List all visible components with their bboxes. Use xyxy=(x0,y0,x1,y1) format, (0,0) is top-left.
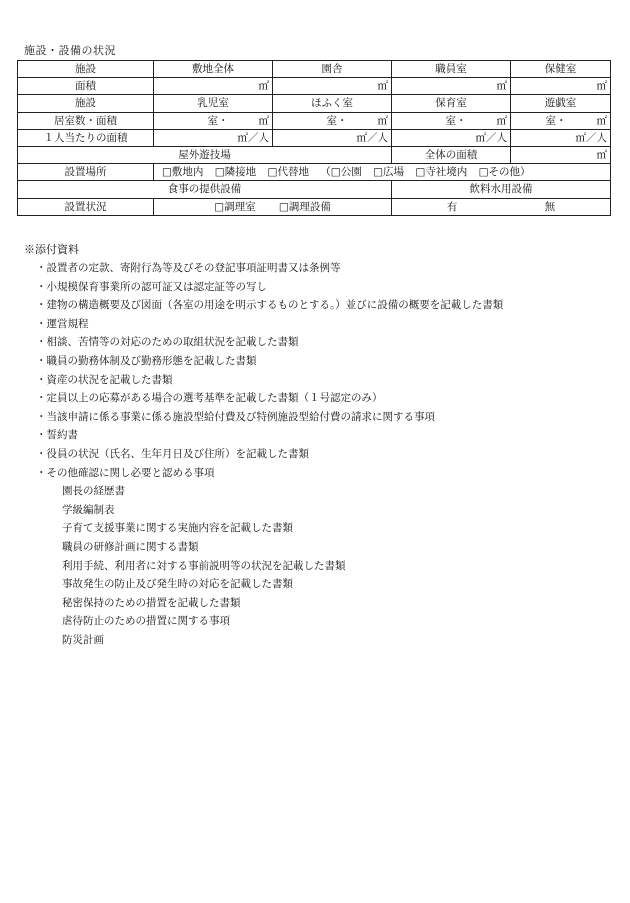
list-item: ・役員の状況（氏名、生年月日及び住所）を記載した書類 xyxy=(36,447,309,460)
rooms-field[interactable]: 室・ ㎡ xyxy=(273,112,392,129)
area-field[interactable]: ㎡ xyxy=(154,78,273,95)
header-cell: 保育室 xyxy=(392,95,511,112)
table-row xyxy=(18,112,611,129)
water-options xyxy=(392,198,611,215)
sub-list-item: 防災計画 xyxy=(62,633,104,646)
checkbox-option[interactable]: □寺社境内 xyxy=(415,166,468,179)
checkbox-option[interactable]: □隣接地 xyxy=(214,166,257,179)
row-label: 設置状況 xyxy=(18,198,154,215)
meal-label: 食事の提供設備 xyxy=(18,181,392,198)
header-cell: 園舎 xyxy=(273,61,392,78)
water-label: 飲料水用設備 xyxy=(392,181,611,198)
rooms-field[interactable]: 室・ ㎡ xyxy=(511,112,611,129)
checkbox-option[interactable]: □調理室 xyxy=(214,200,256,213)
list-item: ・運営規程 xyxy=(36,317,89,330)
header-cell: 施設 xyxy=(18,61,154,78)
header-cell: 敷地全体 xyxy=(154,61,273,78)
table-row xyxy=(18,61,611,78)
checkbox-option[interactable]: □調理設備 xyxy=(278,200,331,213)
water-option-no[interactable]: 無 xyxy=(544,200,556,213)
list-item: ・当該申請に係る事業に係る施設型給付費及び特例施設型給付費の請求に関する事項 xyxy=(36,410,435,423)
location-options xyxy=(154,164,611,181)
area-field[interactable]: ㎡ xyxy=(511,78,611,95)
checkbox-option[interactable]: （□公園 xyxy=(320,166,362,179)
row-label: 設置場所 xyxy=(18,164,154,181)
row-label: １人当たりの面積 xyxy=(18,129,154,146)
sub-list-item: 子育て支援事業に関する実施内容を記載した書類 xyxy=(62,522,293,535)
table-row xyxy=(18,78,611,95)
list-item: ・設置者の定款、寄附行為等及びその登記事項証明書又は条例等 xyxy=(36,262,341,274)
section-title: 施設・設備の状況 xyxy=(24,44,116,57)
list-item: ・職員の勤務体制及び勤務形態を記載した書類 xyxy=(36,354,257,367)
table-row xyxy=(18,129,611,146)
list-item: ・定員以上の応募がある場合の選考基準を記載した書類（１号認定のみ） xyxy=(36,392,383,405)
list-item: ・相談、苦情等の対応のための取組状況を記載した書類 xyxy=(36,336,299,349)
sub-list-item: 秘密保持のための措置を記載した書類 xyxy=(62,596,241,609)
water-option-yes[interactable]: 有 xyxy=(446,200,458,213)
header-cell: 遊戯室 xyxy=(511,95,611,112)
table-row xyxy=(18,164,611,181)
rooms-field[interactable]: 室・ ㎡ xyxy=(392,112,511,129)
table-row xyxy=(18,95,611,112)
sub-list-item: 職員の研修計画に関する書類 xyxy=(62,540,199,553)
checkbox-option[interactable]: □代替地 xyxy=(267,166,309,179)
per-person-field[interactable]: ㎡／人 xyxy=(511,129,611,146)
attachment-heading: ※添付資料 xyxy=(24,243,79,256)
area-field[interactable]: ㎡ xyxy=(273,78,392,95)
row-label: 面積 xyxy=(18,78,154,95)
header-cell: 施設 xyxy=(18,95,154,112)
sub-list-item: 園長の経歴書 xyxy=(62,485,125,498)
attachment-list xyxy=(24,241,614,649)
checkbox-option[interactable]: □広場 xyxy=(373,166,404,179)
table-row xyxy=(18,181,611,198)
area-field[interactable]: ㎡ xyxy=(392,78,511,95)
header-cell: 乳児室 xyxy=(154,95,273,112)
per-person-field[interactable]: ㎡／人 xyxy=(273,129,392,146)
facility-table xyxy=(17,60,611,216)
rooms-field[interactable]: 室・ ㎡ xyxy=(154,112,273,129)
total-area-field[interactable]: ㎡ xyxy=(511,146,611,163)
list-item: ・資産の状況を記載した書類 xyxy=(36,373,173,386)
per-person-field[interactable]: ㎡／人 xyxy=(392,129,511,146)
sub-list-item: 虐待防止のための措置に関する事項 xyxy=(62,615,230,628)
list-item: ・建物の構造概要及び図面（各室の用途を明示するものとする。）並びに設備の概要を記載した書類 xyxy=(36,299,504,312)
list-item: ・誓約書 xyxy=(36,429,78,442)
table-row xyxy=(18,146,611,163)
checkbox-option[interactable]: □敷地内 xyxy=(162,166,204,179)
header-cell: ほふく室 xyxy=(273,95,392,112)
sub-list-item: 事故発生の防止及び発生時の対応を記載した書類 xyxy=(62,578,293,591)
sub-list-item: 利用手続、利用者に対する事前説明等の状況を記載した書類 xyxy=(62,559,346,572)
per-person-field[interactable]: ㎡／人 xyxy=(154,129,273,146)
outdoor-label: 屋外遊技場 xyxy=(18,146,392,163)
list-item: ・小規模保育事業所の認可証又は認定証等の写し xyxy=(36,280,267,293)
row-label: 居室数・面積 xyxy=(18,112,154,129)
table-row xyxy=(18,198,611,215)
total-area-label: 全体の面積 xyxy=(392,146,511,163)
sub-list-item: 学級編制表 xyxy=(62,503,115,516)
checkbox-option[interactable]: □その他） xyxy=(478,166,531,179)
header-cell: 保健室 xyxy=(511,61,611,78)
meal-options xyxy=(154,198,392,215)
list-item: ・その他確認に関し必要と認める事項 xyxy=(36,466,215,479)
header-cell: 職員室 xyxy=(392,61,511,78)
